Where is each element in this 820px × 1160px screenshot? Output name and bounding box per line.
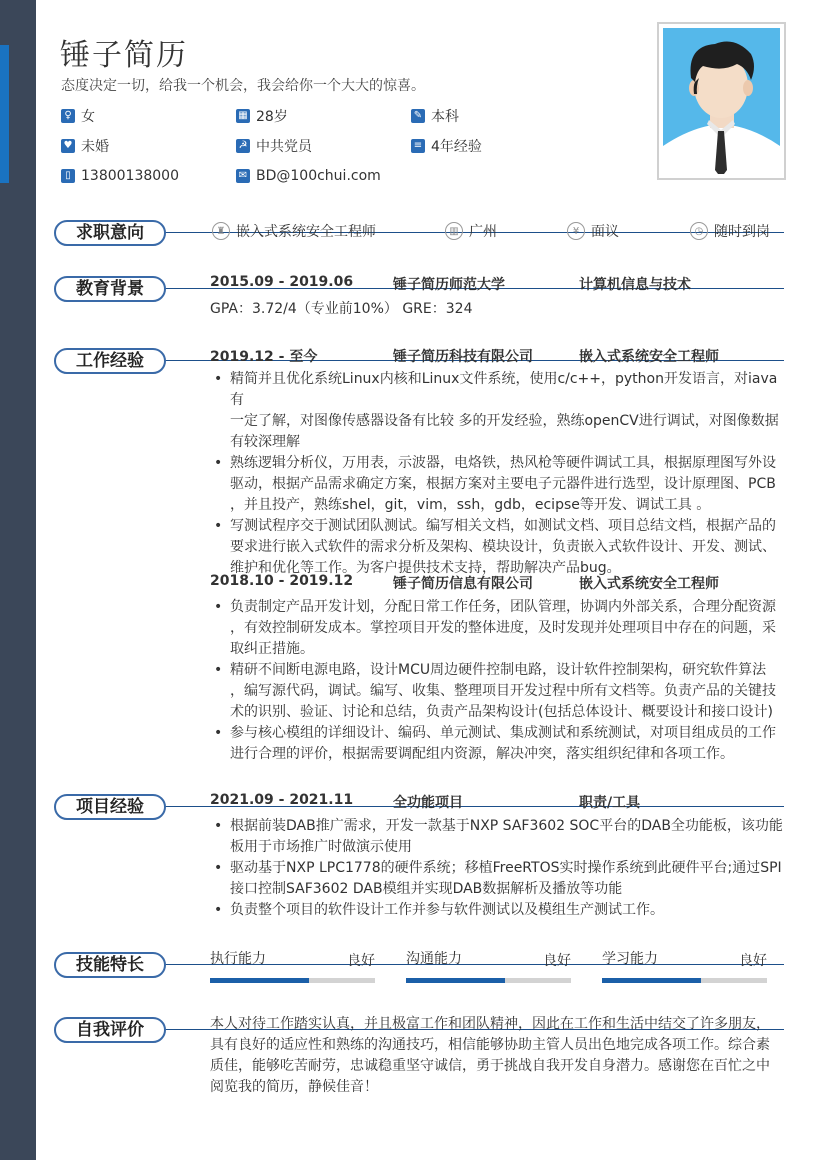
intent-text: 嵌入式系统安全工程师 xyxy=(236,224,376,240)
info-marital xyxy=(61,136,109,156)
work-company: 锤子简历科技有限公司 xyxy=(393,349,533,365)
edu-detail: GPA：3.72/4（专业前10%） GRE：324 xyxy=(210,301,473,317)
skill-bar-track xyxy=(406,978,571,983)
skill-bar-fill xyxy=(406,978,505,983)
project-role: 职责/工具 xyxy=(579,795,641,811)
project-name: 全功能项目 xyxy=(393,795,463,811)
info-degree xyxy=(411,106,459,126)
intent-position xyxy=(212,221,376,241)
section-title-skills: 技能特长 xyxy=(54,952,166,978)
info-email xyxy=(236,166,381,186)
self-eval-line: 质佳，能够吃苦耐劳，忠诚稳重坚守诚信，勇于挑战自我开发自身潜力。感谢您在百忙之中 xyxy=(210,1058,770,1074)
list-item xyxy=(210,516,790,579)
project-date: 2021.09 - 2021.11 xyxy=(210,792,354,808)
list-item xyxy=(210,453,790,516)
section-title-education: 教育背景 xyxy=(54,276,166,302)
bullet-line: 要求进行嵌入式软件的需求分析及架构、模块设计，负责嵌入式软件设计、开发、测试、 xyxy=(230,539,776,555)
skill-name: 沟通能力 xyxy=(406,951,462,967)
info-text: BD@100chui.com xyxy=(256,168,381,184)
bullet-line: 一定了解，对图像传感器设备有比较 多的开发经验，熟练openCV进行调试，对图像数据 xyxy=(230,413,779,429)
list-item xyxy=(210,597,790,660)
info-text: 28岁 xyxy=(256,109,288,125)
gender-icon: ♀ xyxy=(61,109,75,123)
divider-intent xyxy=(58,232,784,233)
list-item xyxy=(210,900,790,921)
work-date: 2019.12 - 至今 xyxy=(210,349,318,365)
skill-level: 良好 xyxy=(543,953,571,969)
info-experience xyxy=(411,136,482,156)
bullet-line: 驱动基于NXP LPC1778的硬件系统；移植FreeRTOS实时操作系统到此硬件平台;通过SPI xyxy=(230,860,782,876)
info-text: 4年经验 xyxy=(431,139,482,155)
list-item xyxy=(210,816,790,858)
self-eval-line: 阅览我的简历，静候佳音！ xyxy=(210,1079,378,1095)
skill-bar-fill xyxy=(210,978,309,983)
work-date: 2018.10 - 2019.12 xyxy=(210,573,354,589)
heart-icon: ♥ xyxy=(61,139,75,153)
email-icon: ✉ xyxy=(236,169,250,183)
skill-bar-fill xyxy=(602,978,701,983)
tie-icon: ♜ xyxy=(212,222,230,240)
section-title-project: 项目经验 xyxy=(54,794,166,820)
work-title: 嵌入式系统安全工程师 xyxy=(579,349,719,365)
info-phone xyxy=(61,166,179,186)
bullet-line: ，有效控制研发成本。掌控项目开发的整体进度，及时发现并处理项目中存在的问题，采 xyxy=(230,620,776,636)
sidebar-accent-bar xyxy=(0,45,9,183)
resume-name: 锤子简历 xyxy=(60,38,188,73)
experience-icon: ≡ xyxy=(411,139,425,153)
intent-text: 随时到岗 xyxy=(714,224,770,240)
bullet-line: 根据前装DAB推广需求，开发一款基于NXP SAF3602 SOC平台的DAB全功能板，该功能 xyxy=(230,818,783,834)
info-text: 女 xyxy=(81,109,95,125)
skill-level: 良好 xyxy=(347,953,375,969)
intent-text: 面议 xyxy=(591,224,619,240)
bullet-line: 精简并且优化系统Linux内核和Linux文件系统，使用c/c++，python开发语言，对iava有 xyxy=(230,371,778,408)
self-evaluation xyxy=(210,1014,785,1098)
motto: 态度决定一切，给我一个机会，我会给你一个大大的惊喜。 xyxy=(61,78,425,94)
info-gender xyxy=(61,106,95,126)
section-title-intent: 求职意向 xyxy=(54,220,166,246)
intent-text: 广州 xyxy=(469,224,497,240)
bullet-line: 驱动，根据产品需求确定方案，根据方案对主要电子元器件进行选型，设计原理图、PCB xyxy=(230,476,776,492)
work-company: 锤子简历信息有限公司 xyxy=(393,576,533,592)
bullet-line: 负责整个项目的软件设计工作并参与软件测试以及模组生产测试工作。 xyxy=(230,902,664,918)
list-item xyxy=(210,858,790,900)
profile-photo xyxy=(657,22,786,180)
bullet-line: 取纠正措施。 xyxy=(230,641,314,657)
info-text: 中共党员 xyxy=(256,139,312,155)
clock-icon: ◷ xyxy=(690,222,708,240)
edu-major: 计算机信息与技术 xyxy=(579,277,691,293)
info-text: 13800138000 xyxy=(81,168,179,184)
phone-icon: ▯ xyxy=(61,169,75,183)
bullet-line: 板用于市场推广时做演示使用 xyxy=(230,839,412,855)
list-item xyxy=(210,369,790,453)
building-icon: ▥ xyxy=(445,222,463,240)
intent-salary xyxy=(567,221,619,241)
work-title: 嵌入式系统安全工程师 xyxy=(579,576,719,592)
bullet-line: 参与核心模组的详细设计、编码、单元测试、集成测试和系统测试，对项目组成员的工作 xyxy=(230,725,776,741)
bullet-line: 写测试程序交于测试团队测试。编写相关文档，如测试文档、项目总结文档，根据产品的 xyxy=(230,518,776,534)
work-bullets xyxy=(210,597,790,765)
bullet-line: 维护和优化等工作。为客户提供技术支持，帮助解决产品bug。 xyxy=(230,560,621,576)
edu-school: 锤子简历师范大学 xyxy=(393,277,505,293)
left-sidebar xyxy=(0,0,36,1160)
bullet-line: 负责制定产品开发计划，分配日常工作任务，团队管理，协调内外部关系，合理分配资源 xyxy=(230,599,776,615)
bullet-line: 接口控制SAF3602 DAB模组并实现DAB数据解析及播放等功能 xyxy=(230,881,623,897)
intent-availability xyxy=(690,221,770,241)
info-party xyxy=(236,136,312,156)
info-text: 本科 xyxy=(431,109,459,125)
skill-level: 良好 xyxy=(739,953,767,969)
yen-icon: ¥ xyxy=(567,222,585,240)
bullet-line: 熟练逻辑分析仪，万用表，示波器，电烙铁，热风枪等硬件调试工具，根据原理图写外设 xyxy=(230,455,776,471)
skill-name: 学习能力 xyxy=(602,951,658,967)
graduation-cap-icon: ✎ xyxy=(411,109,425,123)
section-title-self: 自我评价 xyxy=(54,1017,166,1043)
project-bullets xyxy=(210,816,790,921)
section-title-work: 工作经验 xyxy=(54,348,166,374)
bullet-line: ，并且投产，熟练shel，git，vim，ssh，gdb，ecipse等开发、调试工具 。 xyxy=(230,497,711,513)
calendar-icon: ▦ xyxy=(236,109,250,123)
bullet-line: 精研不间断电源电路，设计MCU周边硬件控制电路，设计软件控制架构，研究软件算法 xyxy=(230,662,767,678)
list-item xyxy=(210,660,790,723)
bullet-line: 有较深理解 xyxy=(230,434,300,450)
skill-bar-track xyxy=(210,978,375,983)
avatar-illustration xyxy=(663,28,780,174)
bullet-line: ，编写源代码，调试。编写、收集、整理项目开发过程中所有文档等。负责产品的关键技 xyxy=(230,683,776,699)
skill-name: 执行能力 xyxy=(210,951,266,967)
info-age xyxy=(236,106,288,126)
work-bullets xyxy=(210,369,790,579)
party-emblem-icon: ☭ xyxy=(236,139,250,153)
bullet-line: 进行合理的评价，根据需要调配组内资源，解决冲突，落实组织纪律和各项工作。 xyxy=(230,746,734,762)
bullet-line: 术的识别、验证、讨论和总结，负责产品架构设计(包括总体设计、概要设计和接口设计) xyxy=(230,704,773,720)
skill-bar-track xyxy=(602,978,767,983)
self-eval-line: 具有良好的适应性和熟练的沟通技巧，相信能够协助主管人员出色地完成各项工作。综合素 xyxy=(210,1037,770,1053)
intent-city xyxy=(445,221,497,241)
info-text: 未婚 xyxy=(81,139,109,155)
edu-date: 2015.09 - 2019.06 xyxy=(210,274,354,290)
self-eval-line: 本人对待工作踏实认真，并且极富工作和团队精神，因此在工作和生活中结交了许多朋友， xyxy=(210,1016,770,1032)
list-item xyxy=(210,723,790,765)
